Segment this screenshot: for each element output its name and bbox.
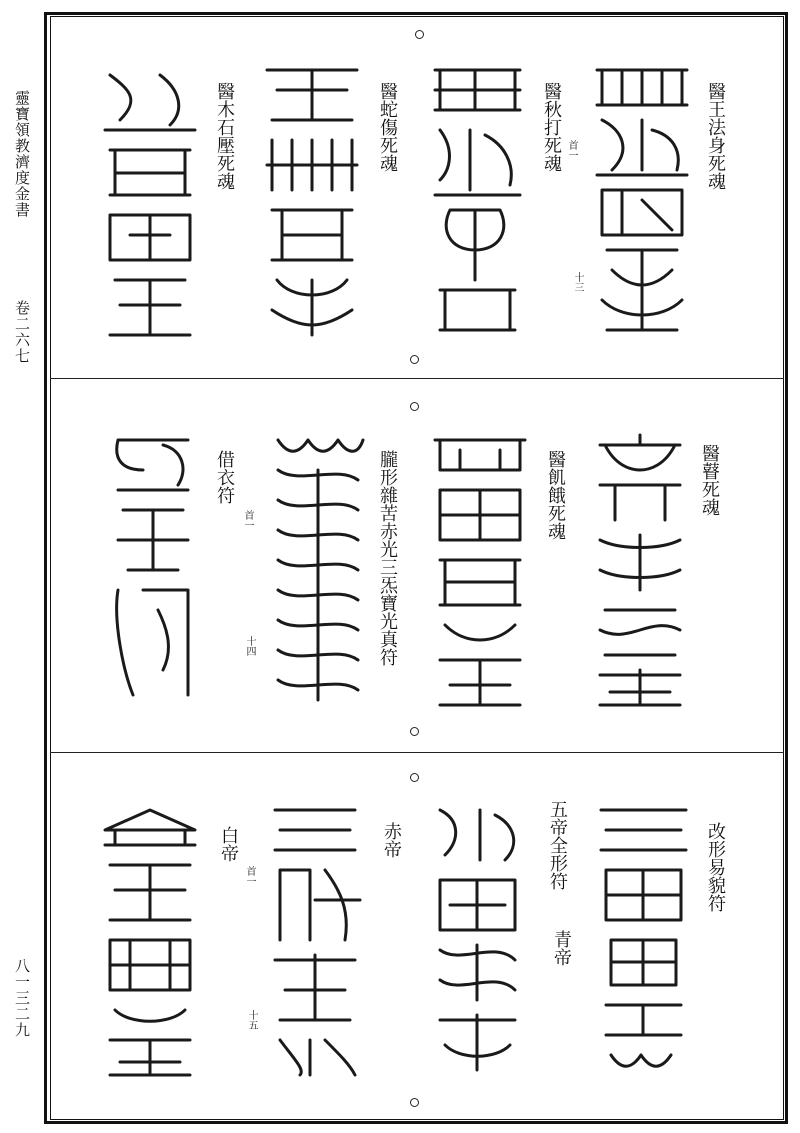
talisman-label: 赤帝 bbox=[381, 822, 402, 858]
talisman-label: 借衣符 bbox=[214, 450, 235, 504]
panel-divider-2 bbox=[50, 752, 784, 753]
section-note: 首一 bbox=[566, 140, 577, 160]
talisman-seal-script bbox=[108, 430, 198, 705]
binding-hole bbox=[410, 1098, 419, 1107]
section-note: 首一 bbox=[242, 510, 253, 530]
talisman-seal-script bbox=[262, 60, 362, 340]
section-note: 十五 bbox=[246, 1010, 257, 1030]
book-title: 靈寶領教濟度金書 bbox=[13, 90, 31, 218]
talisman-seal-script bbox=[430, 430, 530, 710]
volume-number: 卷二六七 bbox=[13, 300, 31, 364]
panel-divider-1 bbox=[50, 378, 784, 379]
talisman-label: 醫秋打死魂 bbox=[541, 82, 562, 172]
talisman-seal-script bbox=[592, 60, 692, 340]
talisman-seal-script bbox=[596, 800, 691, 1075]
binding-hole bbox=[410, 773, 419, 782]
talisman-seal-script bbox=[430, 800, 525, 1075]
talisman-label: 白帝 bbox=[218, 826, 239, 862]
talisman-seal-script bbox=[590, 430, 690, 710]
binding-hole bbox=[415, 30, 424, 39]
binding-hole bbox=[410, 727, 419, 736]
binding-hole bbox=[410, 402, 419, 411]
talisman-seal-script bbox=[268, 430, 368, 710]
talisman-label: 醫蛇傷死魂 bbox=[377, 82, 398, 172]
talisman-label: 改形易貌符 bbox=[705, 822, 726, 912]
talisman-label: 醫飢餓死魂 bbox=[545, 450, 566, 540]
page-number: 八一三二九 bbox=[13, 958, 31, 1038]
section-note: 首一 bbox=[244, 866, 255, 886]
section-note: 十四 bbox=[244, 636, 255, 656]
talisman-label: 醫王法身死魂 bbox=[705, 82, 726, 190]
binding-hole bbox=[410, 355, 419, 364]
talisman-label: 醫瞽死魂 bbox=[699, 444, 720, 516]
talisman-label: 五帝全形符 bbox=[547, 800, 568, 890]
talisman-label: 醫木石壓死魂 bbox=[214, 82, 235, 190]
talisman-seal-script bbox=[265, 800, 365, 1080]
section-note: 十三 bbox=[572, 272, 583, 292]
talisman-seal-script bbox=[100, 65, 200, 340]
talisman-label: 青帝 bbox=[551, 930, 572, 966]
talisman-label: 朧形雜苦赤光三炁寶光真符 bbox=[377, 450, 398, 666]
talisman-seal-script bbox=[430, 60, 525, 340]
talisman-seal-script bbox=[100, 800, 200, 1080]
